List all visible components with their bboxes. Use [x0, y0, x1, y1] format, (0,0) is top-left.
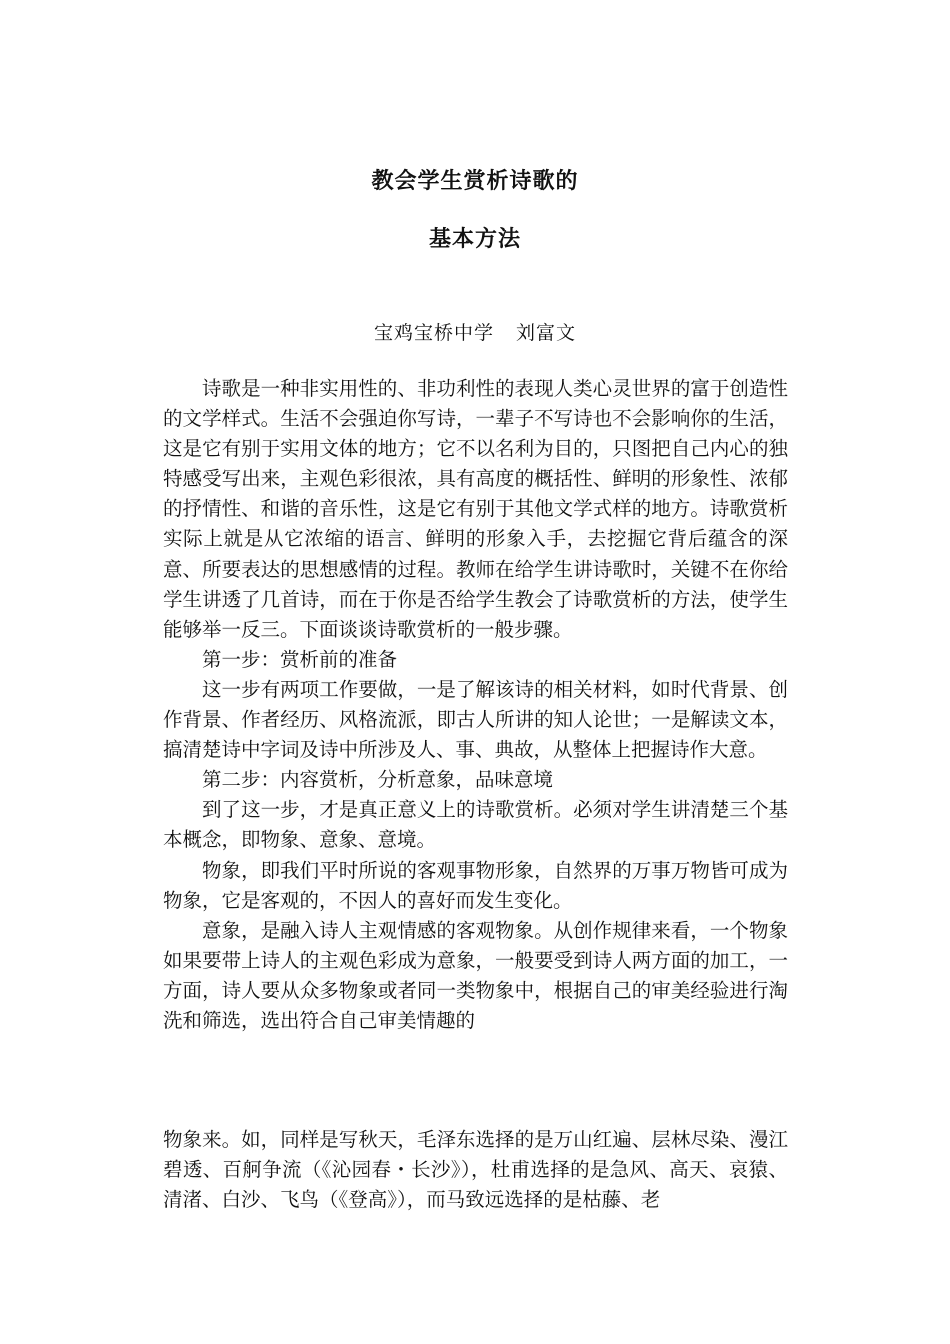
author-school: 宝鸡宝桥中学 — [373, 322, 494, 344]
paragraph-wuxiang: 物象，即我们平时所说的客观事物形象，自然界的万事万物皆可成为物象，它是客观的，不因人的喜好而发生变化。 — [163, 858, 788, 912]
paragraph-intro: 诗歌是一种非实用性的、非功利性的表现人类心灵世界的富于创造性的文学样式。生活不会强迫你写诗，一辈子不写诗也不会影响你的生活，这是它有别于实用文体的地方；它不以名利为目的，只图把自己内心的独特感受写出来，主观色彩很浓，具有高度的概括性、鲜明的形象性、浓郁的抒情性、和谐的音乐性，这是它有别于其他文学式样的地方。诗歌赏析实际上就是从它浓缩的语言、鲜明的形象入手，去挖掘它背后蕴含的深意、所要表达的思想感情的过程。教师在给学生讲诗歌时，关键不在你给学生讲透了几首诗，而在于你是否给学生教会了诗歌赏析的方法，使学生能够举一反三。下面谈谈诗歌赏析的一般步骤。 — [163, 377, 788, 641]
title-line-1: 教会学生赏析诗歌的 — [371, 169, 579, 194]
title-line-2: 基本方法 — [428, 227, 521, 252]
paragraph-yixiang: 意象，是融入诗人主观情感的客观物象。从创作规律来看，一个物象如果要带上诗人的主观色彩成为意象，一般要受到诗人两方面的加工，一方面，诗人要从众多物象或者同一类物象中，根据自己的审美经验进行淘洗和筛选，选出符合自己审美情趣的 — [163, 918, 788, 1032]
paragraph-step-2: 到了这一步，才是真正意义上的诗歌赏析。必须对学生讲清楚三个基本概念，即物象、意象、意境。 — [163, 798, 788, 852]
heading-step-2: 第二步：内容赏析，分析意象，品味意境 — [202, 768, 554, 792]
heading-step-1: 第一步：赏析前的准备 — [202, 647, 398, 671]
paragraph-step-1: 这一步有两项工作要做，一是了解该诗的相关材料，如时代背景、创作背景、作者经历、风格流派，即古人所讲的知人论世；一是解读文本，搞清楚诗中字词及诗中所涉及人、事、典故，从整体上把握诗作大意。 — [163, 677, 788, 762]
body-text — [163, 374, 788, 1036]
paragraph-continuation: 物象来。如，同样是写秋天，毛泽东选择的是万山红遍、层林尽染、漫江碧透、百舸争流（《沁园春・长沙》），杜甫选择的是急风、高天、哀猿、清渚、白沙、飞鸟（《登高》），而马致远选择的是枯藤、老 — [163, 1128, 788, 1212]
author-name: 刘富文 — [516, 322, 577, 344]
body-text-continued — [163, 1125, 788, 1215]
author-line — [0, 318, 950, 345]
